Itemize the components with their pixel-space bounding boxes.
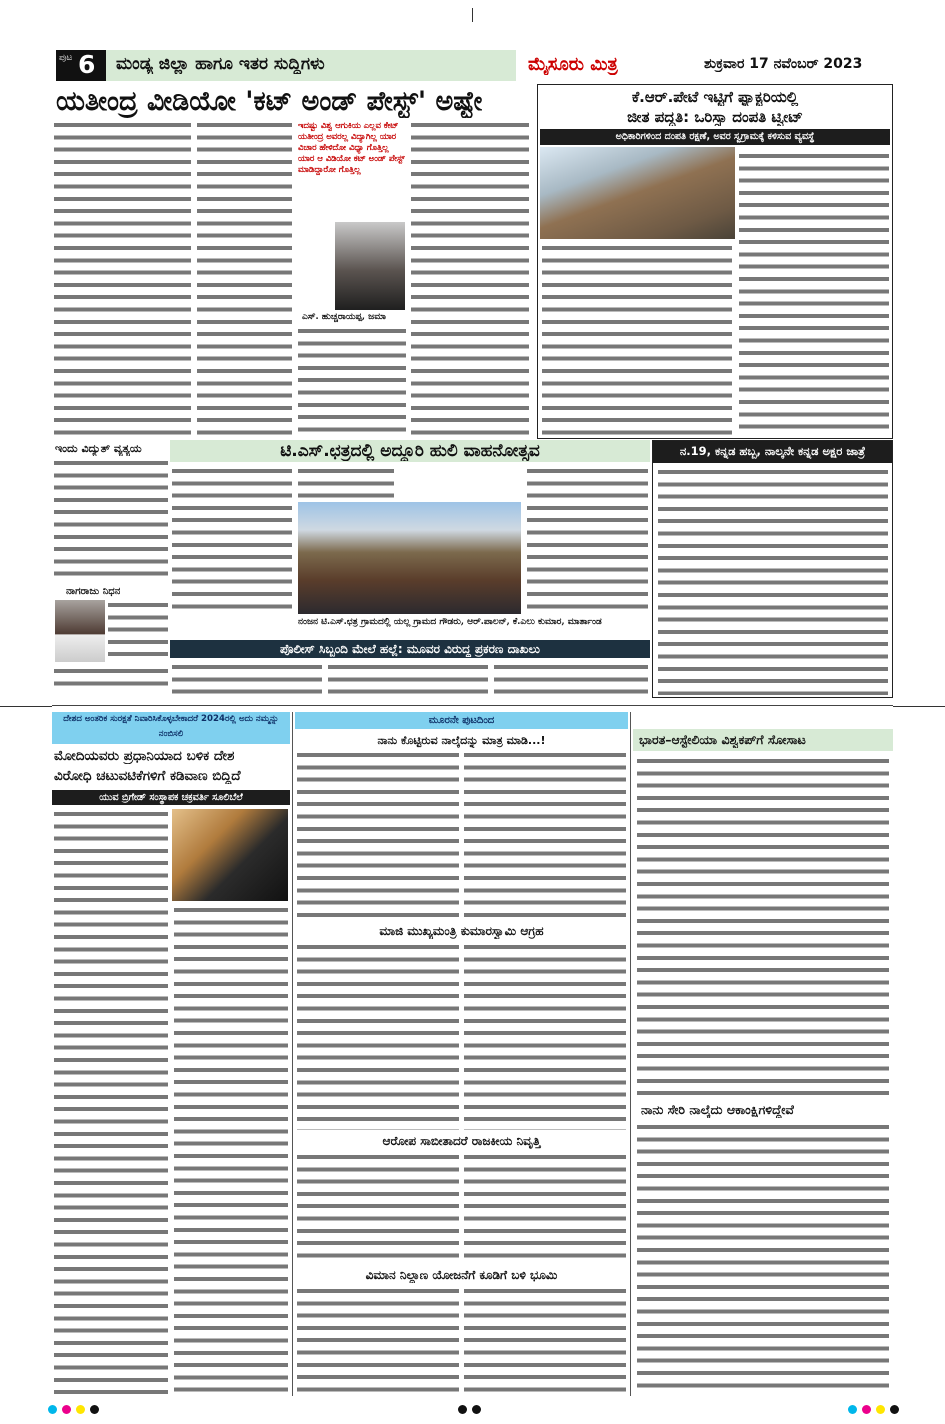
kannada-fest-headline-band [653, 441, 892, 463]
page-label: ಪುಟ [59, 53, 73, 63]
continued-label: ಮೂರನೇ ಪುಟದಿಂದ [295, 712, 628, 729]
crop-mark-top [472, 8, 473, 22]
lead-caption: ಎಸ್. ಹುಚ್ಚರಾಯಪ್ಪ, ಜಮಾ [302, 312, 386, 322]
modi-headline-1: ಮೋದಿಯವರು ಪ್ರಧಾನಿಯಾದ ಬಳಿಕ ದೇಶ [54, 748, 235, 764]
continued-block-3a [297, 1152, 459, 1264]
continued-section [295, 712, 628, 1396]
festival-col-1 [172, 466, 292, 612]
reg-dot-right-black [890, 1405, 899, 1414]
masthead [56, 50, 894, 81]
police-col-3 [494, 662, 648, 696]
page-number: 6 [78, 50, 96, 79]
police-story [170, 640, 650, 696]
modi-col-1 [54, 809, 168, 1394]
continued-block-4a [297, 1286, 459, 1394]
continued-block-1a [297, 750, 459, 920]
cricket-text-2 [637, 1122, 889, 1394]
police-headline-band [170, 640, 650, 658]
modi-kicker-text: ದೇಶದ ಅಂತರಿಕ ಸುರಕ್ಷತೆ ನಿವಾರಿಸಿಕೊಳ್ಳಬೇಕಾದರೆ 2024ರಲ್ಲಿ ಅದು ನಮ್ಮನ್ನು ನಂಬಿಸಲಿ [63, 714, 279, 739]
rule-fold-right [893, 706, 945, 707]
kr-pete-subhead: ಅಧಿಕಾರಿಗಳಿಂದ ದಂಪತಿ ರಕ್ಷಣೆ, ಅವರ ಸ್ವಗ್ರಾಮಕ್ಕೆ ಕಳಿಸುವ ವ್ಯವಸ್ಥೆ [540, 129, 890, 145]
issue-date: ಶುಕ್ರವಾರ 17 ನವೆಂಬರ್ 2023 [704, 56, 863, 72]
continued-col3-title: ಆರೋಪ ಸಾಬೀತಾದರೆ ರಾಜಕೀಯ ನಿವೃತ್ತಿ [382, 1134, 541, 1148]
rule-vertical-1 [292, 712, 293, 1396]
continued-block-3b [464, 1152, 626, 1264]
continued-block-1b [464, 750, 626, 920]
cricket-text [637, 756, 889, 1096]
kr-pete-col-1 [542, 243, 732, 437]
rule-vertical-2 [630, 712, 631, 1396]
continued-block-4b [464, 1286, 626, 1394]
cricket-subhead: ನಾನು ಸೇರಿ ನಾಲ್ಕೆದು ಆಕಾಂಕ್ಷಿಗಳಿದ್ದೇವೆ [641, 1102, 794, 1117]
obituary-text-right [108, 600, 168, 662]
police-col-2 [328, 662, 488, 696]
modi-kicker [52, 712, 290, 744]
reg-dot-center-2 [472, 1405, 481, 1414]
obituary-text-bottom [54, 666, 168, 693]
kannada-fest-headline: ನ.19, ಕನ್ನಡ ಹಬ್ಬ, ನಾಲ್ಕನೇ ಕನ್ನಡ ಅಕ್ಷರ ಜಾತ್ರೆ [679, 444, 866, 458]
lead-col-2 [197, 120, 292, 436]
reg-dot-center-1 [458, 1405, 467, 1414]
lead-col-3 [298, 326, 406, 436]
section-title: ಮಂಡ್ಯ ಜಿಲ್ಲಾ ಹಾಗೂ ಇತರ ಸುದ್ದಿಗಳು [116, 54, 325, 74]
lead-headline: ಯತೀಂದ್ರ ವೀಡಿಯೋ 'ಕಟ್ ಅಂಡ್ ಪೇಸ್ಟ್' ಅಷ್ಟೇ [56, 86, 483, 117]
kr-pete-col-2 [739, 151, 889, 437]
festival-col-3 [527, 466, 648, 612]
festival-caption: ನಂಜನ ಟಿ.ಎಸ್.ಛತ್ರ ಗ್ರಾಮದಲ್ಲಿ ಯಲ್ಲ ಗ್ರಾಮದ ಗೌಡರು, ಆರ್.ಪಾಲನ್, ಕೆ.ಎಲು ಕುಮಾರ, ಮಾರ್ತಾಂಡ [298, 617, 602, 627]
kannada-fest-text [658, 467, 888, 695]
cricket-headline: ಭಾರತ–ಆಸ್ಟೇಲಿಯಾ ವಿಶ್ವಕಪ್‌ಗೆ ಸೋಸಾಟ [639, 732, 806, 747]
kr-pete-story [537, 84, 893, 439]
lead-story [52, 84, 532, 439]
section-title-band [106, 50, 516, 81]
lead-quote-box [298, 120, 406, 220]
reg-dot-magenta [62, 1405, 71, 1414]
reg-dot-right-cyan [848, 1405, 857, 1414]
reg-dot-yellow [76, 1405, 85, 1414]
kr-pete-photo [540, 147, 735, 239]
page-badge [56, 50, 106, 81]
power-cut-text [54, 458, 168, 583]
modi-headline-2: ವಿರೋಧಿ ಚಟುವಟಿಕೆಗಳಿಗೆ ಕಡಿವಾಣ ಬಿದ್ದಿದೆ [54, 768, 241, 784]
lead-quote: ಇದಷ್ಟು ವಿಶ್ವ ಆಗುಕಿಯ ಎಲ್ಲವ ಕೇಟ್ ಯತೀಂದ್ರ ಅವರಲ್ಲ ವಿದ್ಯಾಗಿಲ್ಲ ಯಾರ ವಿಚಾರ ಹೇಳಿದೋ ವಿಧ್ಯಾ ಗೊತ್ತಿಲ್ಲ ಯಾರ ಆ ವಿಡಿಯೋ ಕಟ್ ಅಂಡ್ ಪೇಸ್ಟ್ ಮಾಡಿದ್ದಾರೋ ಗೊತ್ತಿಲ್ಲ [298, 120, 405, 174]
obituary-headline: ನಾಗರಾಜು ನಿಧನ [66, 586, 121, 597]
modi-col-2 [174, 905, 288, 1394]
modi-photo [172, 809, 288, 901]
lead-col-4 [411, 120, 529, 436]
kr-pete-headline-2: ಜೀತ ಪದ್ಧತಿ: ಒರಿಸ್ಸಾ ದಂಪತಿ ಟ್ವೀಟ್ [627, 108, 803, 126]
lead-col-1 [54, 120, 191, 436]
reg-dot-black [90, 1405, 99, 1414]
modi-story [52, 712, 290, 1396]
continued-col2-title: ಮಾಜಿ ಮುಖ್ಯಮಂತ್ರಿ ಕುಮಾರಸ್ವಾಮಿ ಆಗ್ರಹ [379, 924, 544, 938]
cricket-headline-band [633, 729, 893, 751]
kannada-fest-story [652, 440, 893, 698]
cricket-story [633, 712, 893, 1396]
modi-byline: ಯುವ ಬ್ರಿಗೇಡ್ ಸಂಸ್ಥಾಪಕ ಚಕ್ರವರ್ತಿ ಸೂಲಿಬೆಲೆ [52, 790, 290, 805]
obituary-portrait [55, 600, 105, 662]
registration-marks-bottom [0, 1400, 945, 1420]
rule-fold-left [0, 706, 52, 707]
paper-name: ಮೈಸೂರು ಮಿತ್ರ [528, 54, 618, 75]
obituary-story [52, 586, 170, 694]
festival-photo [298, 502, 521, 614]
continued-block-2b [464, 942, 626, 1130]
festival-story [170, 440, 650, 640]
continued-col1-title: ನಾನು ಕೊಟ್ಟಿರುವ ನಾಲ್ಕೆದನ್ನು ಮಾತ್ರ ಮಾಡಿ...! [377, 734, 546, 747]
police-headline: ಪೊಲೀಸ್ ಸಿಬ್ಬಂದಿ ಮೇಲೆ ಹಲ್ಲೆ: ಮೂವರ ವಿರುದ್ಧ ಪ್ರಕರಣ ದಾಖಲು [280, 642, 540, 656]
reg-dot-right-magenta [862, 1405, 871, 1414]
kr-pete-headline-1: ಕೆ.ಆರ್.ಪೇಟೆ ಇಟ್ಟಿಗೆ ಫ್ಯಾಕ್ಟರಿಯಲ್ಲಿ [631, 88, 799, 106]
festival-headline: ಟಿ.ಎಸ್.ಛತ್ರದಲ್ಲಿ ಅದ್ದೂರಿ ಹುಲಿ ವಾಹನೋತ್ಸವ [280, 441, 540, 461]
continued-block-2a [297, 942, 459, 1130]
lead-portrait [335, 222, 405, 310]
rule-top-divider [52, 705, 893, 706]
power-cut-story [52, 440, 170, 585]
reg-dot-cyan [48, 1405, 57, 1414]
festival-headline-band [170, 440, 650, 462]
continued-col4-title: ವಿಮಾನ ನಿಲ್ದಾಣ ಯೋಜನೆಗೆ ಕೂಡಿಗೆ ಬಳಿ ಭೂಮಿ [365, 1268, 558, 1282]
police-col-1 [172, 662, 322, 696]
power-cut-headline: ಇಂದು ವಿದ್ಯುತ್ ವ್ಯತ್ಯಯ [55, 442, 142, 455]
reg-dot-right-yellow [876, 1405, 885, 1414]
